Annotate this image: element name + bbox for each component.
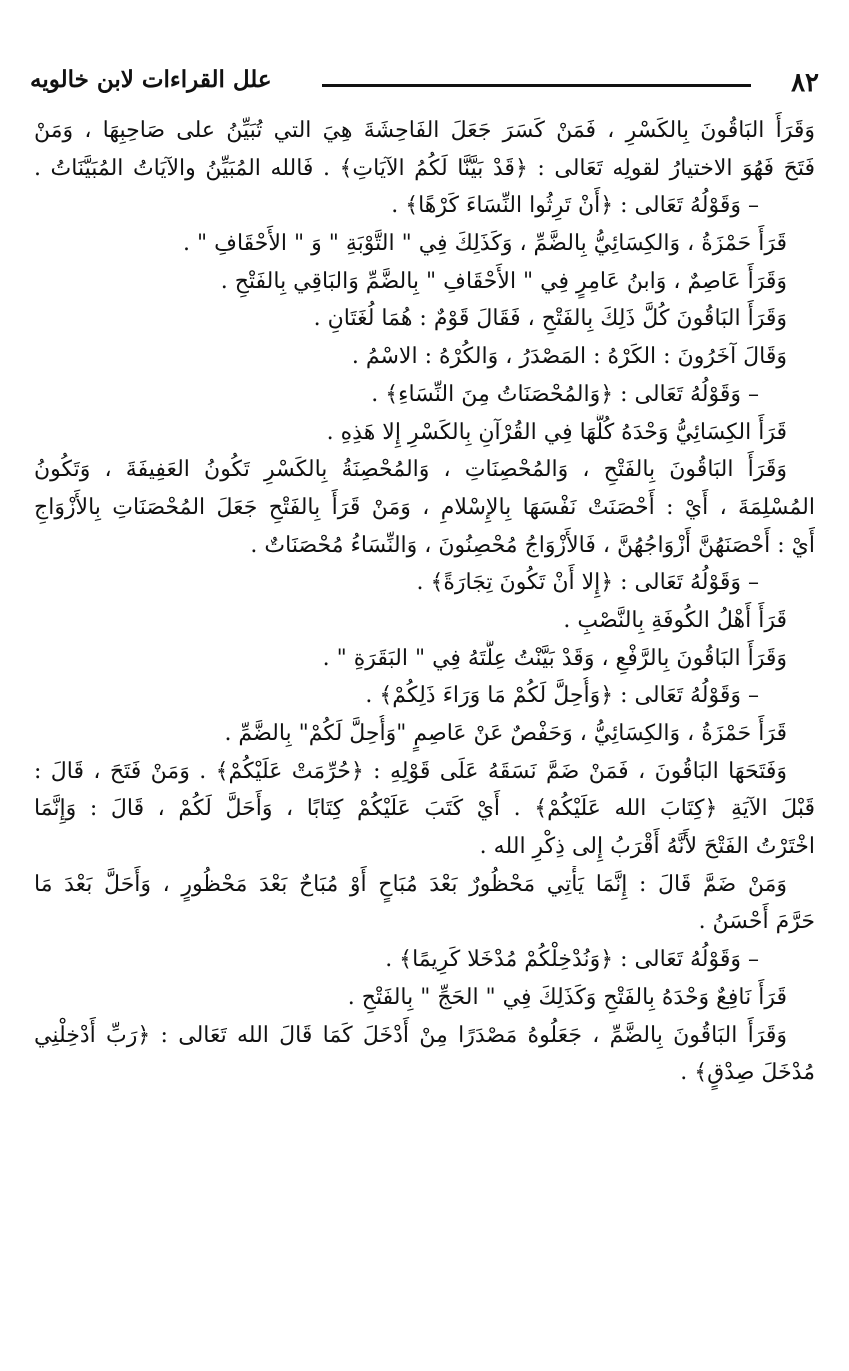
book-title: علل القراءات لابن خالويه <box>30 66 272 93</box>
text-line: قَرَأَ حَمْزَةُ ، وَالكِسَائِيُّ ، وَحَفْصٌ عَنْ عَاصِمٍ "وَأُحِلَّ لَكُمْ" بِالضَّمِّ . <box>224 721 787 746</box>
text-body <box>34 112 815 1092</box>
text-line: المُسْلِمَةَ ، أَيْ : أَحْصَنَتْ نَفْسَهَا بِالإِسْلامِ ، وَمَنْ قَرَأَ بِالفَتْحِ جَعَلَ المُحْصَنَاتِ بِالأَزْوَاجِ <box>34 494 815 520</box>
text-line: فَتَحَ فَهُوَ الاختيارُ لقولِه تَعَالى : ﴿قَدْ بَيَّنَّا لَكُمُ الآيَاتِ﴾ . فَالله المُبَيِّنُ والآيَاتُ المُبَيَّنَاتُ . <box>34 155 815 181</box>
text-line: وَقَرَأَ البَاقُونَ بِالكَسْرِ ، فَمَنْ كَسَرَ جَعَلَ الفَاحِشَةَ هِيَ التي تُبَيِّنُ على صَاحِبِهَا ، وَمَنْ <box>34 118 815 143</box>
text-line: وَقَرَأَ البَاقُونَ بِالضَّمِّ ، جَعَلُوهُ مَصْدَرًا مِنْ أَدْخَلَ كَمَا قَالَ الله تَعَالى : ﴿رَبِّ أَدْخِلْنِي <box>34 1022 787 1048</box>
text-line: وَقَالَ آخَرُونَ : الكَرْهُ : المَصْدَرُ ، وَالكُرْهُ : الاسْمُ . <box>351 344 787 370</box>
text-line: قَرَأَ نَافِعٌ وَحْدَهُ بِالفَتْحِ وَكَذَلِكَ فِي " الحَجِّ " بِالفَتْحِ . <box>347 984 787 1010</box>
text-line: – وَقَوْلُهُ تَعَالى : ﴿أَنْ تَرِثُوا النِّسَاءَ كَرْهًا﴾ . <box>391 193 759 219</box>
text-line: – وَقَوْلُهُ تَعَالى : ﴿وَالمُحْصَنَاتُ مِنَ النِّسَاءِ﴾ . <box>371 381 759 407</box>
text-line: قَرَأَ الكِسَائِيُّ وَحْدَهُ كُلَّهَا فِي القُرْآنِ بِالكَسْرِ إِلا هَذِهِ . <box>326 419 787 445</box>
text-line: وَقَرَأَ البَاقُونَ بِالرَّفْعِ ، وَقَدْ بَيَّنْتُ عِلَّتَهُ فِي " البَقَرَةِ " . <box>322 645 787 671</box>
text-line: – وَقَوْلُهُ تَعَالى : ﴿وَأُحِلَّ لَكُمْ مَا وَرَاءَ ذَلِكُمْ﴾ . <box>365 683 759 709</box>
text-line: حَرَّمَ أَحْسَنُ . <box>698 909 815 935</box>
text-line: وَقَرَأَ البَاقُونَ بِالفَتْحِ ، وَالمُحْصِنَاتِ ، وَالمُحْصِنَةُ بِالكَسْرِ تَكُونُ العَفِيفَةَ ، وَتَكُونُ <box>34 457 787 483</box>
text-line: – وَقَوْلُهُ تَعَالى : ﴿وَنُدْخِلْكُمْ مُدْخَلا كَرِيمًا﴾ . <box>385 947 759 973</box>
text-line: أَيْ : أَحْصَنَهُنَّ أَزْوَاجُهُنَّ ، فَالأَزْوَاجُ مُحْصِنُونَ ، وَالنِّسَاءُ مُحْصَنَاتٌ . <box>250 532 815 558</box>
text-line: وَفَتَحَهَا البَاقُونَ ، فَمَنْ ضَمَّ نَسَقَهُ عَلَى قَوْلِهِ : ﴿حُرِّمَتْ عَلَيْكُمْ﴾ . وَمَنْ فَتَحَ ، قَالَ : <box>34 758 787 784</box>
text-line: مُدْخَلَ صِدْقٍ﴾ . <box>680 1060 815 1086</box>
text-line: وَقَرَأَ عَاصِمٌ ، وَابنُ عَامِرٍ فِي " الأَحْقَافِ " بِالضَّمِّ وَالبَاقِي بِالفَتْحِ . <box>220 268 787 294</box>
text-line: وَمَنْ ضَمَّ قَالَ : إِنَّمَا يَأْتِي مَحْظُورٌ بَعْدَ مُبَاحٍ أَوْ مُبَاحٌ بَعْدَ مَحْظُورٍ ، وَأَحَلَّ بَعْدَ مَا <box>34 871 787 897</box>
text-line: – وَقَوْلُهُ تَعَالى : ﴿إِلا أَنْ تَكُونَ تِجَارَةً﴾ . <box>416 570 759 596</box>
text-line: قَرَأَ حَمْزَةُ ، وَالكِسَائِيُّ بِالضَّمِّ ، وَكَذَلِكَ فِي " التَّوْبَةِ " وَ " الأَحْقَافِ " . <box>183 231 787 257</box>
text-line: قَرَأَ أَهْلُ الكُوفَةِ بِالنَّصْبِ . <box>563 607 787 633</box>
page-number: ٨٢ <box>791 68 819 98</box>
text-line: وَقَرَأَ البَاقُونَ كُلَّ ذَلِكَ بِالفَتْحِ ، فَقَالَ قَوْمٌ : هُمَا لُغَتَانِ . <box>313 306 787 332</box>
header-rule <box>322 84 751 87</box>
page-header <box>30 58 819 108</box>
text-line: قَبْلَ الآيَةِ ﴿كِتَابَ الله عَلَيْكُمْ﴾ . أَيْ كَتَبَ عَلَيْكُمْ كِتَابًا ، وَأَحَلَّ لَكُمْ ، قَالَ : وَإِنَّمَا <box>34 796 815 822</box>
text-line: اخْتَرْتُ الفَتْحَ لأَنَّهُ أَقْرَبُ إِلى ذِكْرِ الله . <box>479 834 815 860</box>
